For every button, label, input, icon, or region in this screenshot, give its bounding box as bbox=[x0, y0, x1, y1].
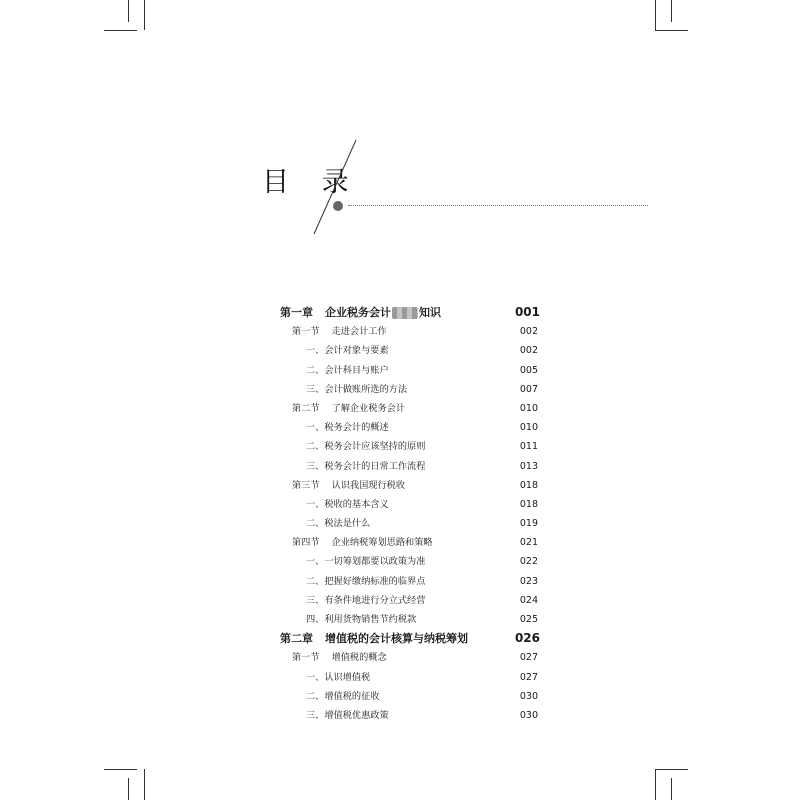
toc-page-number: 013 bbox=[519, 460, 538, 472]
toc-item-row[interactable] bbox=[280, 457, 540, 476]
toc-page-number: 002 bbox=[519, 326, 538, 338]
toc-title: 知识 bbox=[419, 306, 441, 319]
toc-section-row[interactable] bbox=[280, 399, 540, 418]
toc-item-row[interactable] bbox=[280, 552, 540, 571]
toc-page-number: 019 bbox=[519, 518, 538, 530]
obscured-text-mosaic bbox=[392, 307, 418, 319]
toc-title: 认识我国现行税收 bbox=[331, 479, 406, 491]
toc-page-number: 030 bbox=[519, 690, 538, 702]
toc-item-row[interactable] bbox=[280, 706, 540, 725]
toc-item-row[interactable] bbox=[280, 380, 540, 399]
toc-title: 二、税法是什么 bbox=[306, 518, 371, 530]
toc-item-row[interactable] bbox=[280, 495, 540, 514]
toc-item-row[interactable] bbox=[280, 418, 540, 437]
toc-title: 二、会计科目与账户 bbox=[306, 364, 389, 376]
toc-page-number: 007 bbox=[519, 383, 538, 395]
toc-title: 四、利用货物销售节约税款 bbox=[306, 614, 417, 625]
toc-section-row[interactable] bbox=[280, 648, 540, 667]
toc-item-row[interactable] bbox=[280, 687, 540, 706]
toc-page-number: 030 bbox=[519, 709, 538, 721]
toc-label: 第一节 bbox=[292, 652, 320, 664]
toc-item-row[interactable] bbox=[280, 341, 540, 360]
toc-section-row[interactable] bbox=[280, 322, 540, 341]
toc-page-number: 026 bbox=[514, 631, 540, 646]
dotted-rule bbox=[348, 205, 648, 206]
toc-page-number: 025 bbox=[519, 614, 538, 625]
toc-label: 第四节 bbox=[292, 537, 320, 549]
toc-page-number: 027 bbox=[519, 652, 538, 664]
toc-label: 第一节 bbox=[292, 326, 320, 338]
toc-page-number: 018 bbox=[519, 498, 538, 510]
toc-section-row[interactable] bbox=[280, 533, 540, 552]
toc-page-number: 027 bbox=[519, 671, 538, 683]
toc-label: 第三节 bbox=[292, 479, 320, 491]
toc-label: 第二章 bbox=[280, 632, 313, 646]
toc-page-number: 002 bbox=[519, 345, 538, 357]
toc-title: 企业纳税筹划思路和策略 bbox=[331, 537, 433, 549]
toc-chapter-row[interactable] bbox=[280, 629, 540, 648]
toc-page-number: 022 bbox=[519, 556, 538, 568]
table-of-contents bbox=[280, 303, 540, 725]
toc-page-number: 023 bbox=[519, 575, 538, 587]
toc-page-number: 001 bbox=[514, 305, 540, 319]
toc-title: 二、把握好缴纳标准的临界点 bbox=[306, 575, 426, 587]
toc-title: 增值税的概念 bbox=[331, 652, 387, 664]
toc-title: 二、增值税的征收 bbox=[306, 690, 380, 702]
toc-page-number: 018 bbox=[519, 479, 538, 491]
toc-title: 企业税务会计 bbox=[325, 306, 391, 319]
bullet-dot-icon bbox=[333, 201, 343, 211]
toc-page-number: 011 bbox=[519, 441, 538, 453]
toc-title: 走进会计工作 bbox=[331, 326, 387, 338]
toc-page-number: 010 bbox=[519, 422, 538, 434]
toc-title: 了解企业税务会计 bbox=[331, 402, 406, 414]
toc-heading: 目 录 bbox=[262, 167, 361, 198]
toc-title: 一、认识增值税 bbox=[306, 671, 371, 683]
toc-item-row[interactable] bbox=[280, 437, 540, 456]
toc-title: 三、增值税优惠政策 bbox=[306, 709, 389, 721]
toc-title: 三、税务会计的日常工作流程 bbox=[306, 460, 426, 472]
toc-title: 二、税务会计应该坚持的原则 bbox=[306, 441, 426, 453]
toc-title: 增值税的会计核算与纳税筹划 bbox=[325, 632, 468, 646]
toc-label: 第一章 bbox=[280, 306, 313, 319]
toc-section-row[interactable] bbox=[280, 476, 540, 495]
toc-page-number: 024 bbox=[519, 594, 538, 606]
toc-title: 一、税收的基本含义 bbox=[306, 498, 389, 510]
toc-title: 三、会计做账所选的方法 bbox=[306, 383, 408, 395]
toc-page-number: 021 bbox=[519, 537, 538, 549]
toc-page-number: 010 bbox=[519, 402, 538, 414]
toc-item-row[interactable] bbox=[280, 361, 540, 380]
toc-item-row[interactable] bbox=[280, 572, 540, 591]
toc-title: 一、一切筹划都要以政策为准 bbox=[306, 556, 426, 568]
toc-title: 一、税务会计的概述 bbox=[306, 422, 389, 434]
toc-title: 一、会计对象与要素 bbox=[306, 345, 389, 357]
toc-page-number: 005 bbox=[519, 364, 538, 376]
toc-label: 第二节 bbox=[292, 402, 320, 414]
toc-item-row[interactable] bbox=[280, 610, 540, 629]
toc-item-row[interactable] bbox=[280, 668, 540, 687]
toc-title: 三、有条件地进行分立式经营 bbox=[306, 594, 426, 606]
toc-item-row[interactable] bbox=[280, 591, 540, 610]
toc-chapter-row[interactable] bbox=[280, 303, 540, 322]
toc-item-row[interactable] bbox=[280, 514, 540, 533]
